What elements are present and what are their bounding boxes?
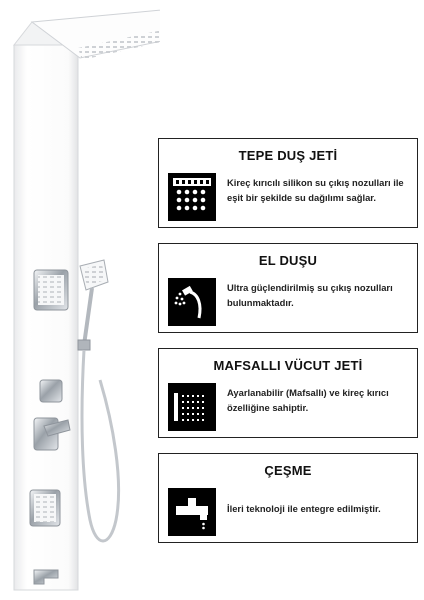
rain-shower-head-icon [168, 173, 216, 221]
feature-title: TEPE DUŞ JETİ [238, 148, 338, 163]
feature-title: ÇEŞME [264, 463, 312, 478]
feature-description: İleri teknoloji ile entegre edilmiştir. [227, 503, 381, 514]
hand-shower-handle [84, 288, 92, 345]
feature-description: Ultra güçlendirilmiş su çıkış nozulları bulunmaktadır. [227, 282, 393, 308]
feature-card-rain-shower [158, 138, 418, 228]
feature-description: Ayarlanabilir (Mafsallı) ve kireç kırıcı özelliğine sahiptir. [227, 387, 389, 413]
shower-hose [82, 350, 119, 541]
feature-title: EL DUŞU [258, 253, 318, 268]
shower-panel-illustration [0, 0, 160, 600]
faucet-spout-icon [168, 488, 216, 536]
feature-card-body-jet [158, 348, 418, 438]
feature-card-hand-shower [158, 243, 418, 333]
feature-card-faucet [158, 453, 418, 543]
feature-title: MAFSALLI VÜCUT JETİ [213, 358, 363, 373]
feature-description: Kireç kırıcılı silikon su çıkış nozulları ile eşit bir şekilde su dağılımı sağlar. [227, 177, 404, 203]
shower-holder [78, 340, 90, 350]
diverter-knob [40, 380, 62, 402]
hand-shower-icon [168, 278, 216, 326]
body-jet-icon [168, 383, 216, 431]
